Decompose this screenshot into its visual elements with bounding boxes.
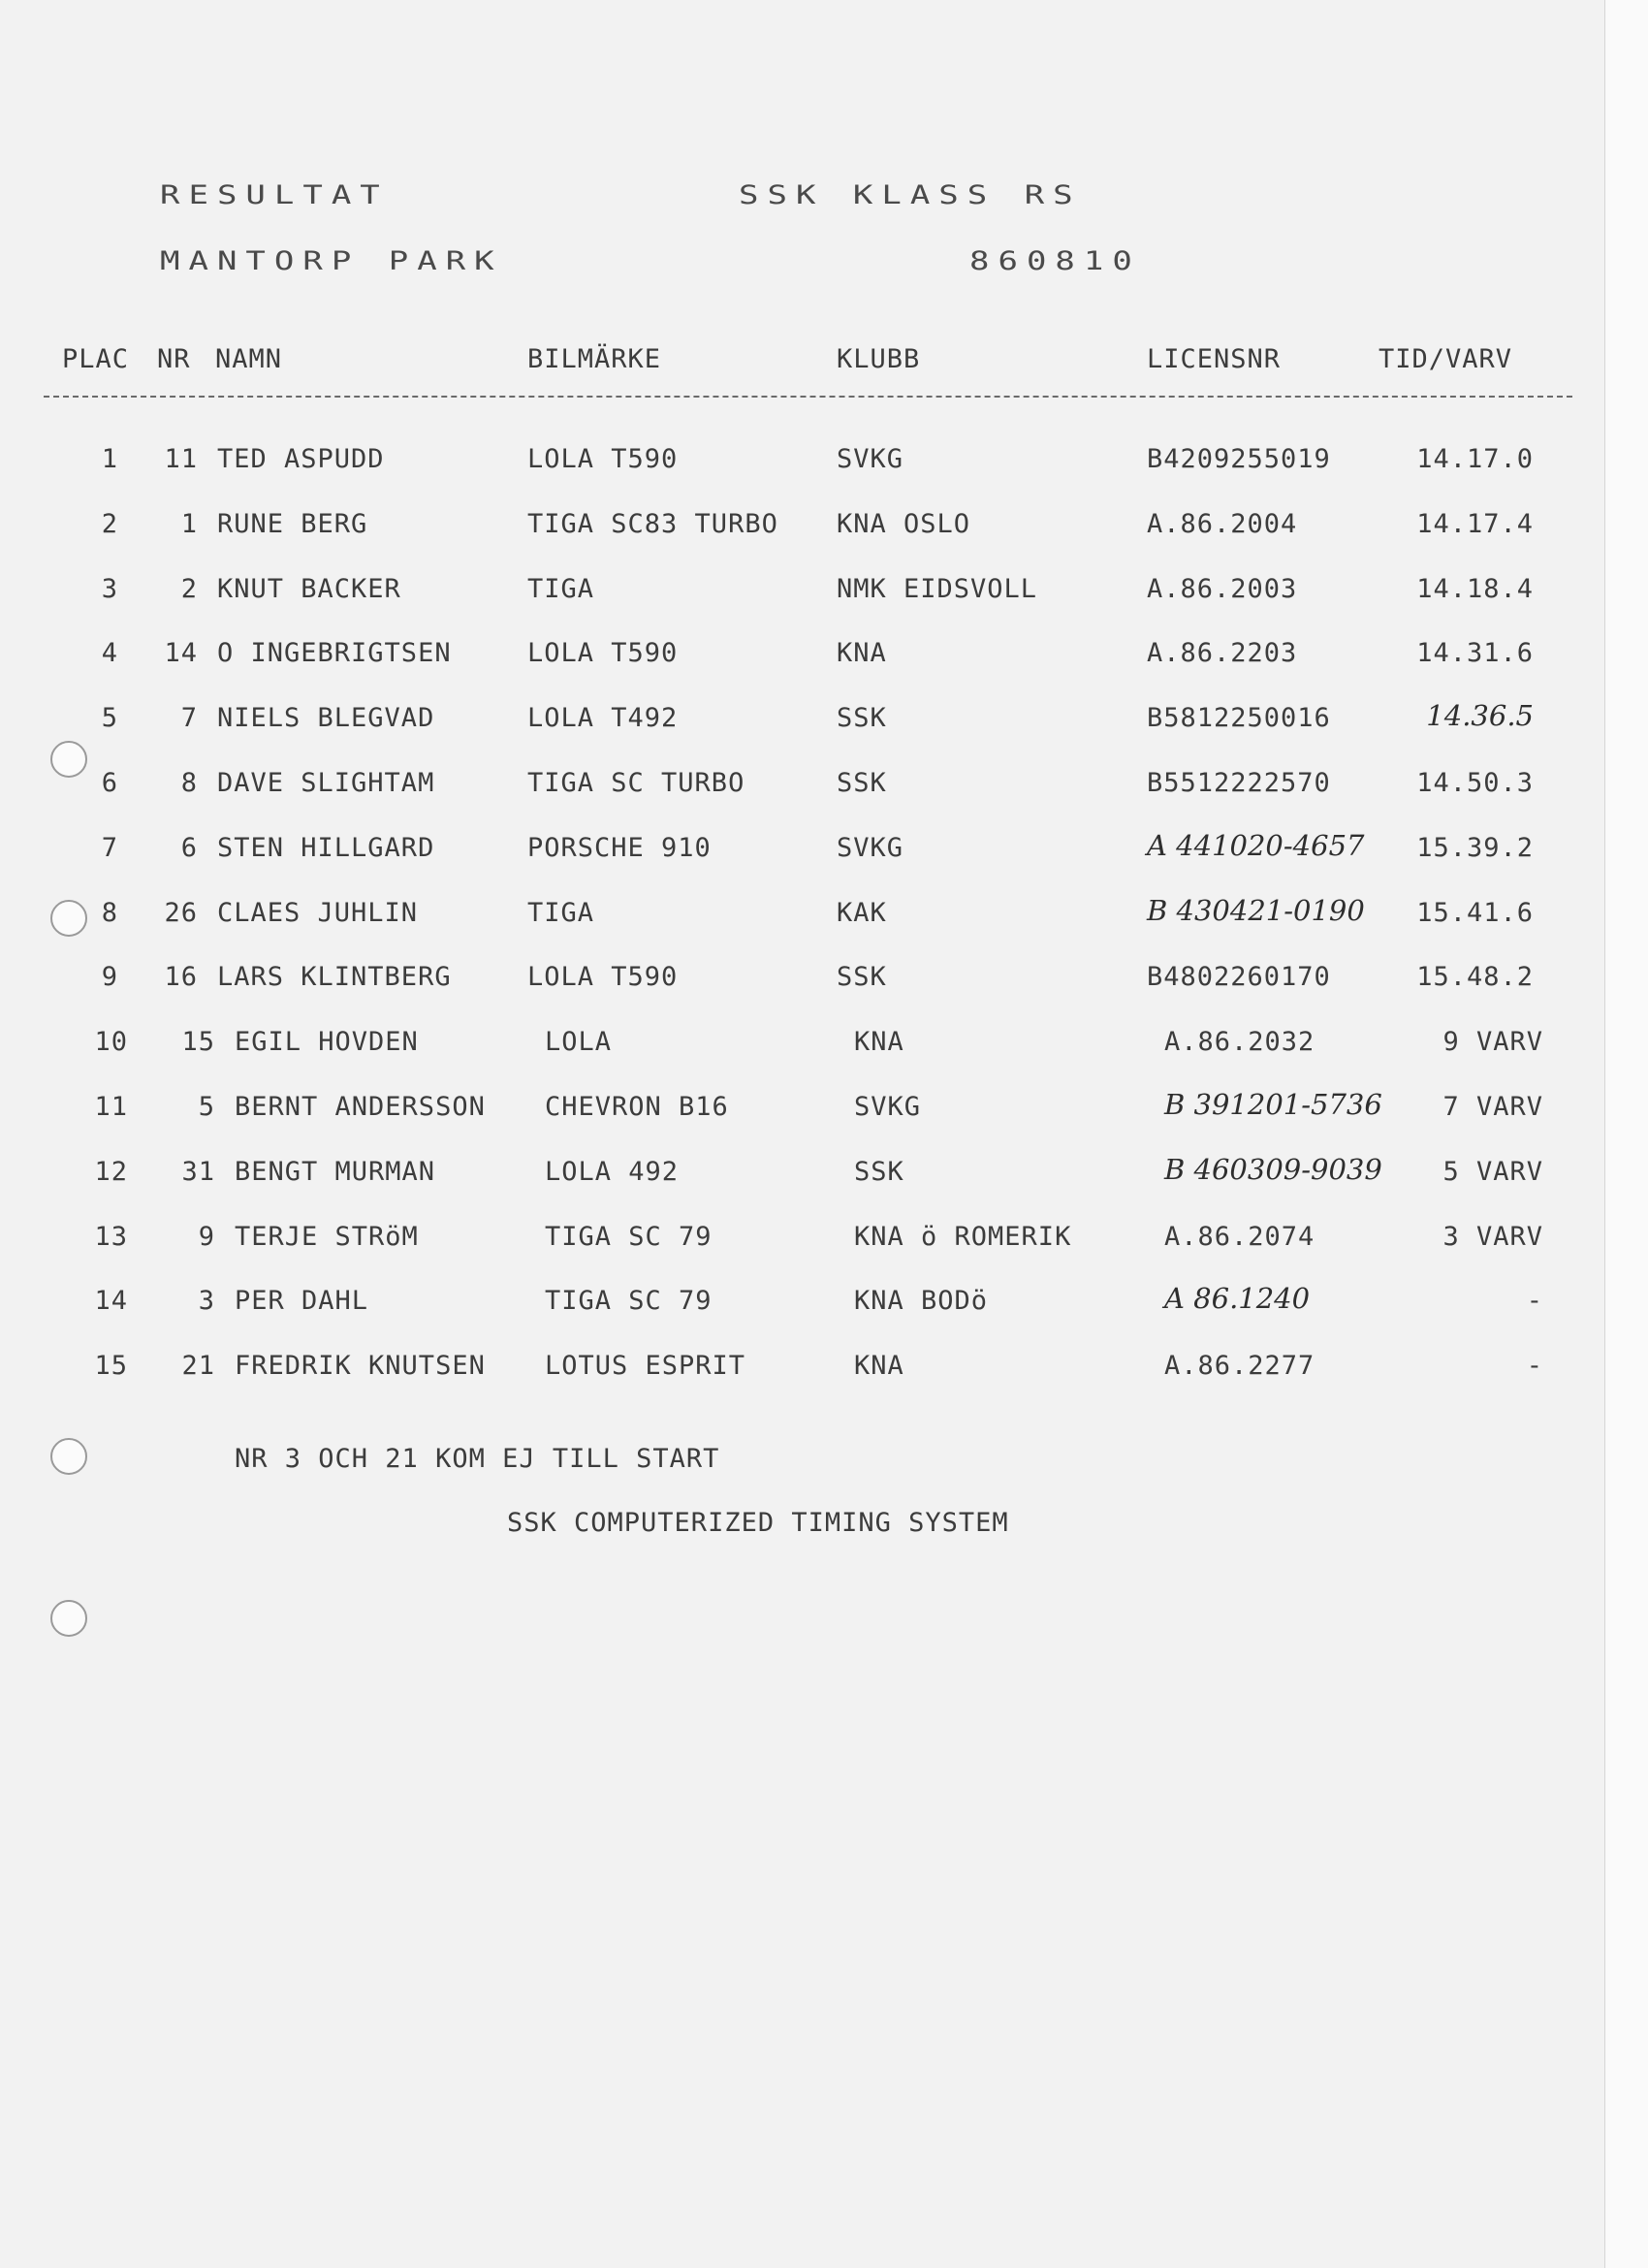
cell-namn: PER DAHL [235, 1286, 369, 1316]
cell-licensnr: B5512222570 [1147, 768, 1331, 798]
cell-nr: 5 [198, 1092, 215, 1122]
cell-namn: STEN HILLGARD [217, 833, 435, 863]
cell-licensnr: A.86.2032 [1164, 1027, 1315, 1057]
cell-tid: 15.41.6 [1416, 898, 1534, 928]
col-head-nr: NR [157, 344, 191, 374]
cell-klubb: NMK EIDSVOLL [837, 574, 1038, 604]
cell-klubb: SVKG [837, 444, 904, 474]
cell-klubb: SSK [854, 1157, 904, 1187]
cell-licensnr: B4209255019 [1147, 444, 1331, 474]
cell-klubb: KNA [854, 1351, 904, 1381]
cell-bilmarke: LOLA T590 [527, 962, 679, 992]
cell-namn: TERJE STRöM [235, 1222, 419, 1252]
cell-nr: 2 [180, 574, 198, 604]
cell-klubb: SSK [837, 962, 887, 992]
cell-bilmarke: TIGA [527, 898, 595, 928]
cell-plac: 4 [101, 638, 118, 668]
col-head-licensnr: LICENSNR [1147, 344, 1282, 374]
cell-bilmarke: TIGA SC83 TURBO [527, 509, 778, 539]
cell-nr: 1 [180, 509, 198, 539]
cell-tid: 15.48.2 [1416, 962, 1534, 992]
punch-hole [50, 1600, 87, 1637]
cell-bilmarke: TIGA SC 79 [545, 1222, 713, 1252]
cell-plac: 5 [101, 703, 118, 733]
cell-tid: 15.39.2 [1416, 833, 1534, 863]
cell-licensnr: B 430421-0190 [1147, 894, 1365, 927]
cell-plac: 9 [101, 962, 118, 992]
cell-tid: 14.36.5 [1426, 699, 1534, 732]
cell-klubb: SVKG [854, 1092, 922, 1122]
cell-licensnr: A 86.1240 [1164, 1282, 1311, 1315]
cell-licensnr: A.86.2003 [1147, 574, 1298, 604]
cell-klubb: SSK [837, 703, 887, 733]
cell-plac: 6 [101, 768, 118, 798]
cell-namn: O INGEBRIGTSEN [217, 638, 452, 668]
cell-tid: 14.17.4 [1416, 509, 1534, 539]
cell-nr: 15 [181, 1027, 215, 1057]
cell-plac: 3 [101, 574, 118, 604]
cell-licensnr: B 460309-9039 [1164, 1153, 1382, 1186]
cell-tid: 9 VARV [1442, 1027, 1543, 1057]
cell-licensnr: A 441020-4657 [1147, 829, 1365, 862]
cell-bilmarke: LOLA 492 [545, 1157, 680, 1187]
cell-nr: 14 [164, 638, 198, 668]
cell-klubb: KNA OSLO [837, 509, 971, 539]
title-date: 860810 [969, 246, 1141, 277]
cell-namn: FREDRIK KNUTSEN [235, 1351, 486, 1381]
cell-klubb: KAK [837, 898, 887, 928]
cell-licensnr: A.86.2004 [1147, 509, 1298, 539]
cell-plac: 7 [101, 833, 118, 863]
cell-plac: 11 [94, 1092, 128, 1122]
cell-nr: 7 [180, 703, 198, 733]
start-note: NR 3 OCH 21 KOM EJ TILL START [235, 1444, 720, 1474]
cell-klubb: SSK [837, 768, 887, 798]
cell-klubb: KNA BODö [854, 1286, 989, 1316]
cell-plac: 8 [101, 898, 118, 928]
col-head-namn: NAMN [215, 344, 283, 374]
cell-namn: CLAES JUHLIN [217, 898, 419, 928]
cell-tid: 5 VARV [1442, 1157, 1543, 1187]
title-class: SSK KLASS RS [739, 180, 1082, 211]
cell-bilmarke: LOLA T492 [527, 703, 679, 733]
cell-plac: 13 [94, 1222, 128, 1252]
paper-edge [1604, 0, 1648, 2268]
cell-nr: 26 [164, 898, 198, 928]
title-venue: MANTORP PARK [160, 246, 503, 277]
cell-tid: - [1526, 1351, 1543, 1381]
cell-nr: 8 [180, 768, 198, 798]
cell-nr: 9 [198, 1222, 215, 1252]
cell-bilmarke: LOLA T590 [527, 444, 679, 474]
cell-licensnr: A.86.2277 [1164, 1351, 1315, 1381]
cell-namn: KNUT BACKER [217, 574, 401, 604]
cell-licensnr: B 391201-5736 [1164, 1088, 1382, 1121]
cell-klubb: KNA ö ROMERIK [854, 1222, 1072, 1252]
cell-licensnr: A.86.2074 [1164, 1222, 1315, 1252]
cell-nr: 21 [181, 1351, 215, 1381]
cell-bilmarke: LOTUS ESPRIT [545, 1351, 746, 1381]
header-divider [44, 396, 1572, 398]
cell-bilmarke: CHEVRON B16 [545, 1092, 729, 1122]
cell-tid: 14.18.4 [1416, 574, 1534, 604]
cell-tid: 7 VARV [1442, 1092, 1543, 1122]
cell-bilmarke: LOLA T590 [527, 638, 679, 668]
cell-namn: EGIL HOVDEN [235, 1027, 419, 1057]
cell-tid: - [1526, 1286, 1543, 1316]
cell-namn: BENGT MURMAN [235, 1157, 436, 1187]
cell-plac: 14 [94, 1286, 128, 1316]
cell-namn: BERNT ANDERSSON [235, 1092, 486, 1122]
cell-namn: LARS KLINTBERG [217, 962, 452, 992]
cell-tid: 14.17.0 [1416, 444, 1534, 474]
col-head-plac: PLAC [62, 344, 130, 374]
cell-bilmarke: TIGA [527, 574, 595, 604]
cell-namn: DAVE SLIGHTAM [217, 768, 435, 798]
cell-nr: 31 [181, 1157, 215, 1187]
cell-plac: 15 [94, 1351, 128, 1381]
cell-licensnr: B4802260170 [1147, 962, 1331, 992]
col-head-bilmarke: BILMÄRKE [527, 344, 662, 374]
col-head-klubb: KLUBB [837, 344, 921, 374]
cell-nr: 6 [180, 833, 198, 863]
cell-bilmarke: TIGA SC TURBO [527, 768, 745, 798]
punch-hole [50, 1438, 87, 1475]
cell-licensnr: B5812250016 [1147, 703, 1331, 733]
timing-system-label: SSK COMPUTERIZED TIMING SYSTEM [507, 1508, 1009, 1538]
cell-klubb: SVKG [837, 833, 904, 863]
cell-nr: 16 [164, 962, 198, 992]
cell-bilmarke: LOLA [545, 1027, 613, 1057]
cell-licensnr: A.86.2203 [1147, 638, 1298, 668]
cell-tid: 3 VARV [1442, 1222, 1543, 1252]
cell-plac: 10 [94, 1027, 128, 1057]
title-resultat: RESULTAT [160, 180, 389, 211]
cell-plac: 2 [101, 509, 118, 539]
cell-klubb: KNA [837, 638, 887, 668]
cell-plac: 12 [94, 1157, 128, 1187]
cell-tid: 14.31.6 [1416, 638, 1534, 668]
col-head-tid: TID/VARV [1379, 344, 1513, 374]
cell-klubb: KNA [854, 1027, 904, 1057]
cell-plac: 1 [101, 444, 118, 474]
cell-namn: TED ASPUDD [217, 444, 385, 474]
cell-nr: 3 [198, 1286, 215, 1316]
cell-namn: NIELS BLEGVAD [217, 703, 435, 733]
cell-nr: 11 [164, 444, 198, 474]
cell-bilmarke: TIGA SC 79 [545, 1286, 713, 1316]
cell-tid: 14.50.3 [1416, 768, 1534, 798]
cell-bilmarke: PORSCHE 910 [527, 833, 712, 863]
cell-namn: RUNE BERG [217, 509, 368, 539]
